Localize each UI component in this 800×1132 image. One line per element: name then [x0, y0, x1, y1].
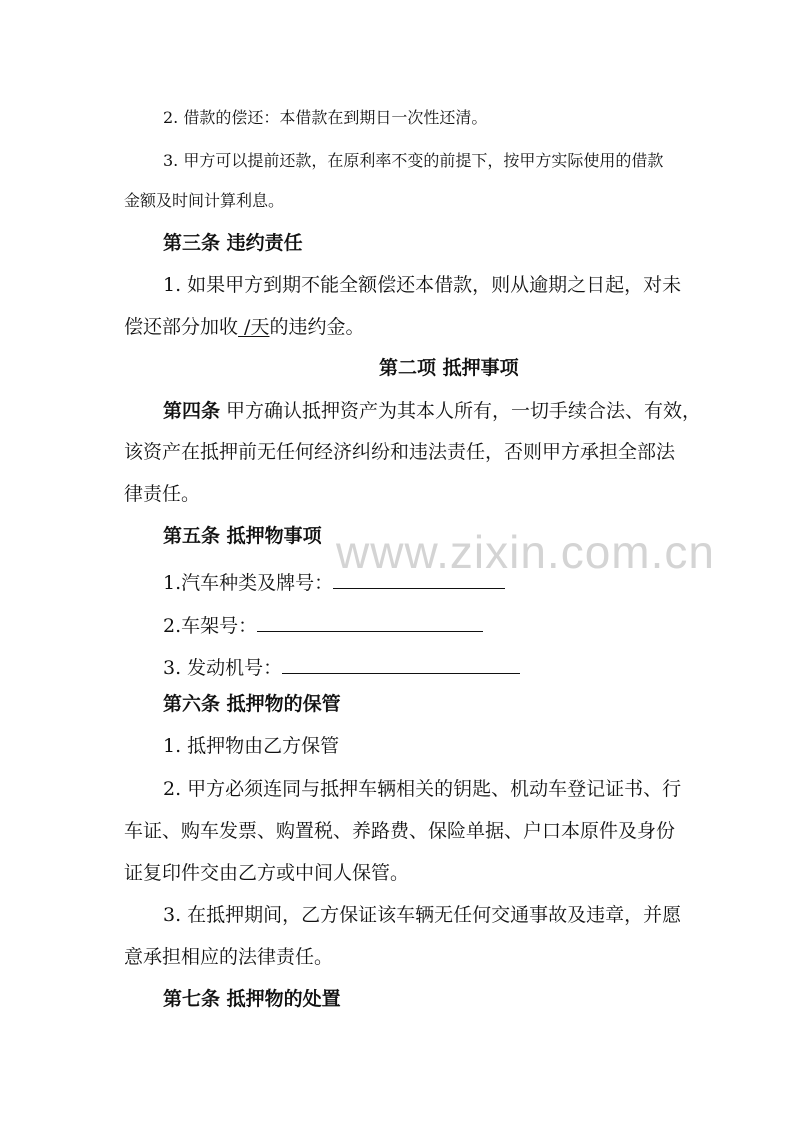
article-4-label: 第四条	[163, 400, 221, 422]
article-4-line3: 律责任。	[124, 483, 201, 505]
article-3-para1-post: 的违约金。	[269, 316, 365, 338]
article-4-line1	[163, 402, 701, 421]
article-5-heading: 第五条 抵押物事项	[163, 525, 322, 547]
penalty-rate-blank: /天	[238, 316, 270, 338]
vehicle-type-plate-blank	[333, 569, 505, 589]
article-6-para3-line2: 意承担相应的法律责任。	[124, 946, 334, 968]
section-2-heading: 第二项 抵押事项	[379, 357, 519, 379]
article-3-para1-line2	[124, 318, 364, 337]
article-7-heading: 第七条 抵押物的处置	[163, 988, 341, 1010]
article-6-para2-line1: 2. 甲方必须连同与抵押车辆相关的钥匙、机动车登记证书、行	[163, 778, 682, 800]
clause-2-repayment: 2. 借款的偿还：本借款在到期日一次性还清。	[163, 108, 488, 127]
article-6-para1: 1. 抵押物由乙方保管	[163, 735, 340, 757]
engine-number-blank	[282, 654, 520, 674]
article-6-para2-line2: 车证、购车发票、购置税、养路费、保险单据、户口本原件及身份	[124, 820, 676, 842]
article-3-heading: 第三条 违约责任	[163, 232, 303, 254]
vin-blank	[257, 612, 483, 632]
article-3-para1-line1: 1. 如果甲方到期不能全额偿还本借款，则从逾期之日起，对未	[163, 274, 682, 296]
vin-field	[163, 612, 483, 636]
engine-number-label: 3. 发动机号：	[163, 657, 283, 679]
vehicle-type-plate-field	[163, 569, 505, 593]
vin-label: 2.车架号：	[163, 615, 258, 637]
article-6-para2-line3: 证复印件交由乙方或中间人保管。	[124, 862, 410, 884]
vehicle-type-plate-label: 1.汽车种类及牌号：	[163, 572, 334, 594]
article-4-text: 甲方确认抵押资产为其本人所有，一切手续合法、有效，	[220, 400, 702, 422]
watermark: www.zixin.com.cn	[336, 526, 715, 578]
article-6-para3-line1: 3. 在抵押期间，乙方保证该车辆无任何交通事故及违章，并愿	[163, 904, 682, 926]
article-3-para1-pre: 偿还部分加收	[124, 316, 239, 338]
article-6-heading: 第六条 抵押物的保管	[163, 693, 341, 715]
clause-3-early-repayment-line2: 金额及时间计算利息。	[124, 191, 285, 210]
article-4-line2: 该资产在抵押前无任何经济纠纷和违法责任，否则甲方承担全部法	[124, 441, 676, 463]
engine-number-field	[163, 654, 520, 678]
clause-3-early-repayment-line1: 3. 甲方可以提前还款，在原利率不变的前提下，按甲方实际使用的借款	[163, 151, 664, 170]
